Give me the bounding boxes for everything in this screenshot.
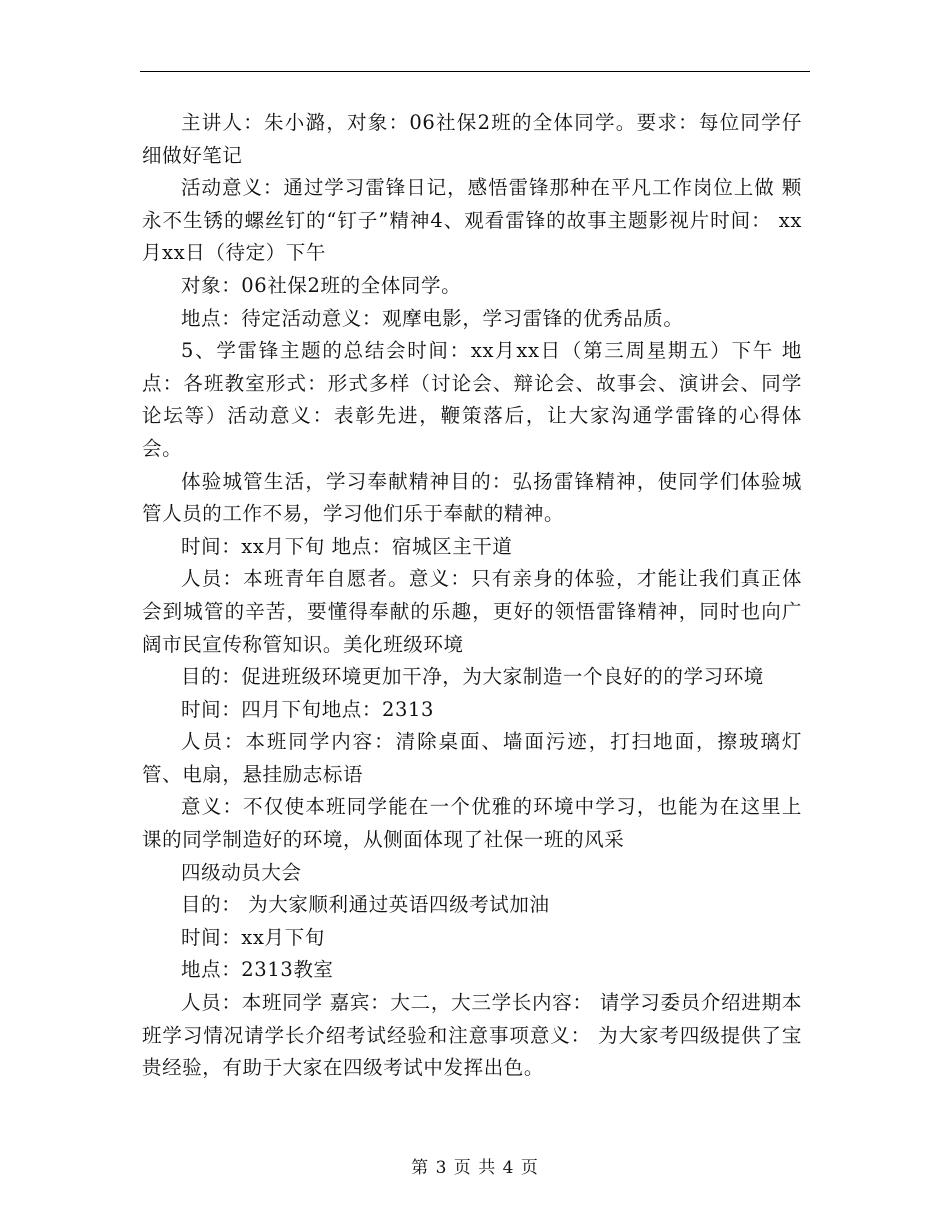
document-body (142, 107, 802, 1085)
paragraph: 人员：本班同学内容：清除桌面、墙面污迹，打扫地面，擦玻璃灯管、电扇，悬挂励志标语 (142, 730, 802, 786)
paragraph: 体验城管生活，学习奉献精神目的：弘扬雷锋精神，使同学们体验城管人员的工作不易，学习他们乐于奉献的精神。 (142, 469, 802, 526)
paragraph: 活动意义：通过学习雷锋日记，感悟雷锋那种在平凡工作岗位上做 颗永不生锈的螺丝钉的“钉子”精神4、观看雷锋的故事主题影视片时间： xx月xx日（待定）下午 (142, 176, 802, 265)
paragraph: 人员：本班同学 嘉宾：大二，大三学长内容： 请学习委员介绍进期本班学习情况请学长介绍考试经验和注意事项意义： 为大家考四级提供了宝贵经验，有助于大家在四级考试中发挥出色。 (142, 991, 802, 1080)
paragraph: 5、学雷锋主题的总结会时间：xx月xx日（第三周星期五）下午 地点：各班教室形式：形式多样（讨论会、辩论会、故事会、演讲会、同学论坛等）活动意义：表彰先进，鞭策落后，让大家沟通学雷锋的心得体会。 (142, 339, 802, 460)
paragraph: 时间：四月下旬地点：2313 (181, 697, 435, 721)
paragraph: 主讲人：朱小潞，对象：06社保2班的全体同学。要求：每位同学仔细做好笔记 (142, 111, 802, 167)
paragraph: 地点：待定活动意义：观摩电影，学习雷锋的优秀品质。 (181, 306, 684, 330)
paragraph: 对象：06社保2班的全体同学。 (181, 273, 462, 297)
paragraph: 意义：不仅使本班同学能在一个优雅的环境中学习，也能为在这里上课的同学制造好的环境，从侧面体现了社保一班的风采 (142, 795, 802, 852)
paragraph: 人员：本班青年自愿者。意义：只有亲身的体验，才能让我们真正体会到城管的辛苦，要懂得奉献的乐趣，更好的领悟雷锋精神，同时也向广阔市民宣传称管知识。美化班级环境 (142, 567, 802, 656)
page-number: 第 3 页 共 4 页 (411, 1158, 539, 1178)
paragraph: 目的： 为大家顺利通过英语四级考试加油 (181, 893, 550, 917)
paragraph: 时间：xx月下旬 地点：宿城区主干道 (181, 534, 513, 558)
header-rule (140, 71, 810, 72)
paragraph: 四级动员大会 (181, 860, 302, 884)
paragraph: 时间：xx月下旬 (181, 925, 325, 949)
paragraph: 目的：促进班级环境更加干净，为大家制造一个良好的的学习环境 (181, 665, 764, 689)
paragraph: 地点：2313教室 (181, 958, 334, 982)
